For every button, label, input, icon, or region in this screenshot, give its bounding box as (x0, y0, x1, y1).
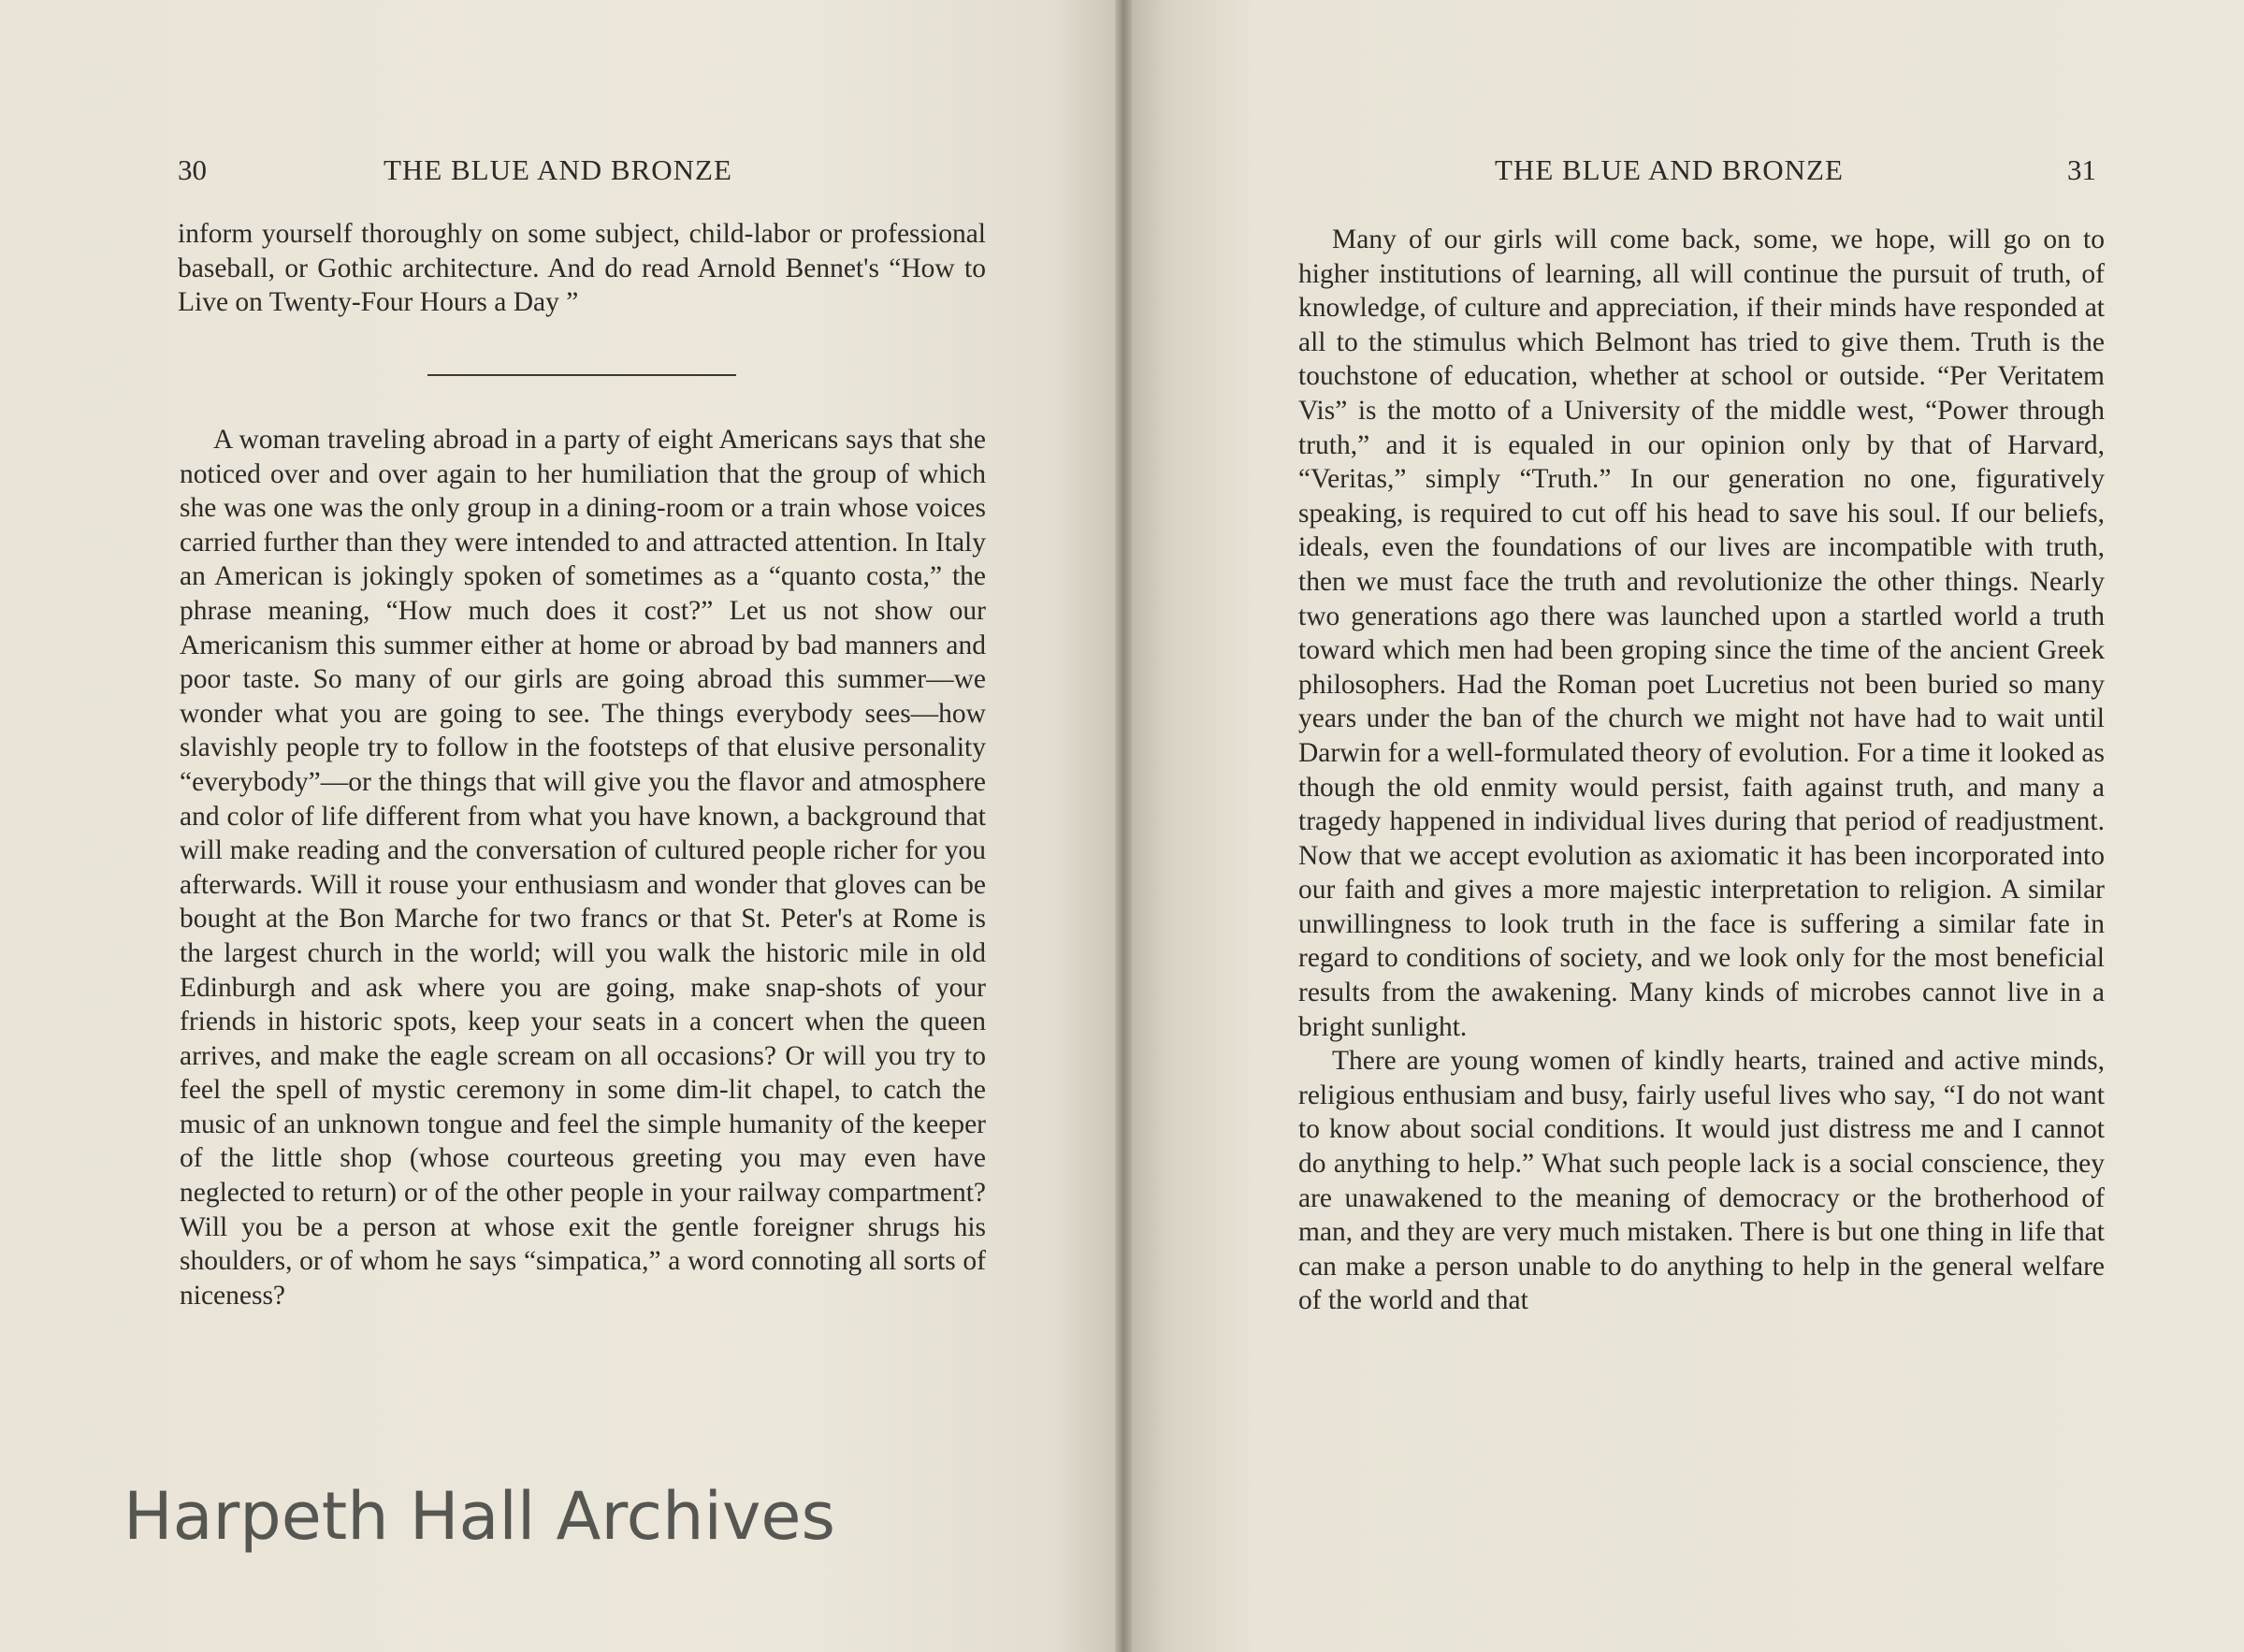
paragraph: Many of our girls will come back, some, we hope, will go on to higher institutions of learning, all will continue the pursuit of truth, of knowledge, of culture and appreciation, if their minds have responded at all to the stimulus which Belmont has tried to give them. Truth is the touchstone of education, whether at school or outside. “Per Veritatem Vis” is the motto of a University of the middle west, “Power through truth,” and it is equaled in our opinion only by that of Harvard, “Veritas,” simply “Truth.” In our generation no one, figuratively speaking, is required to cut off his head to save his soul. If our beliefs, ideals, even the foundations of our lives are incompatible with truth, then we must face the truth and revolutionize the other things. Nearly two generations ago there was launched upon a startled world a truth toward which men had been groping since the time of the ancient Greek philosophers. Had the Roman poet Lucretius not been buried so many years under the ban of the church we might not have had to wait until Darwin for a well-formulated theory of evolution. For a time it looked as though the old enmity would persist, faith against truth, and many a tragedy happened in individual lives during that period of readjustment. Now that we accept evolution as axiomatic it has been incorporated into our faith and gives a more majestic interpretation to religion. A similar unwillingness to look truth in the face is suffering a similar fate in regard to conditions of society, and we look only for the most beneficial results from the awakening. Many kinds of microbes cannot live in a bright sunlight. (1298, 225, 2105, 1042)
paragraph: There are young women of kindly hearts, trained and active minds, religious enthusiam and busy, fairly useful lives who say, “I do not want to know about social conditions. It would just distress me and I cannot do anything to help.” What such people lack is a social conscience, they are unawakened to the meaning of democracy or the brotherhood of man, and they are very much mistaken. There is but one thing in life that can make a person unable to do anything to help in the general welfare of the world and that (1298, 1046, 2105, 1316)
archive-watermark: Harpeth Hall Archives (123, 1478, 835, 1555)
running-head: THE BLUE AND BRONZE (1495, 153, 1844, 186)
page-number: 30 (178, 153, 207, 186)
page-number: 31 (2067, 153, 2096, 186)
left-text-block-1 (178, 217, 986, 320)
left-text-block-2 (180, 423, 986, 1312)
right-page (1122, 0, 2244, 1652)
book-gutter (1115, 0, 1132, 1652)
right-text-block (1298, 223, 2105, 1318)
paragraph: inform yourself thoroughly on some subject, child-labor or professional baseball, or Gothic architecture. And do read Arnold Bennet's “How to Live on Twenty-Four Hours a Day ” (178, 219, 986, 318)
section-divider (427, 374, 736, 376)
running-head: THE BLUE AND BRONZE (384, 153, 732, 186)
paragraph: A woman traveling abroad in a party of eight Americans says that she noticed over and over again to her humiliation that the group of which she was one was the only group in a dining-room or a train whose voices carried further than they were intended to and attracted attention. In Italy an American is jokingly spoken of sometimes as a “quanto costa,” the phrase meaning, “How much does it cost?” Let us not show our Americanism this summer either at home or abroad by bad manners and poor taste. So many of our girls are going abroad this summer—we wonder what you are going to see. The things everybody sees—how slavishly people try to follow in the footsteps of that elusive personality “everybody”—or the things that will give you the flavor and atmosphere and color of life different from what you have known, a background that will make reading and the conversation of cultured people richer for you afterwards. Will it rouse your enthusiasm and wonder that gloves can be bought at the Bon Marche for two francs or that St. Peter's at Rome is the largest church in the world; will you walk the historic mile in old Edinburgh and ask where you are going, make snap-shots of your friends in historic spots, keep your seats in a concert when the queen arrives, and make the eagle scream on all occasions? Or will you try to feel the spell of mystic ceremony in some dim-lit chapel, to catch the music of an unknown tongue and feel the simple humanity of the keeper of the little shop (whose courteous greeting you may even have neglected to return) or of the other people in your railway compartment? Will you be a person at whose exit the gentle foreigner shrugs his shoulders, or of whom he says “simpatica,” a word connoting all sorts of niceness? (180, 425, 986, 1311)
